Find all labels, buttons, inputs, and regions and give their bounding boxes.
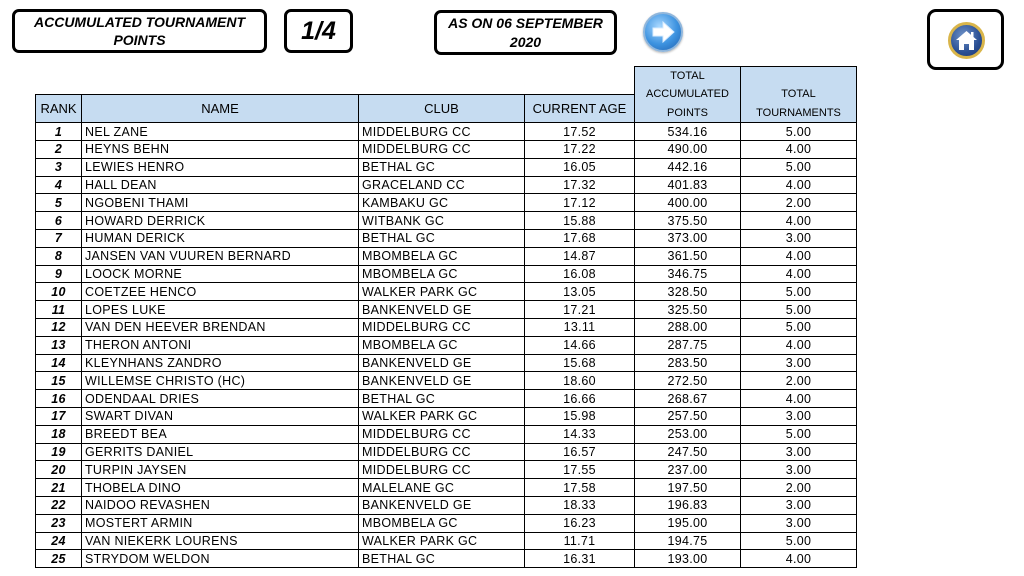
rank-cell: 19 <box>36 443 82 461</box>
points-cell: 490.00 <box>635 141 741 159</box>
rank-cell: 14 <box>36 354 82 372</box>
club-cell: WALKER PARK GC <box>359 283 525 301</box>
age-cell: 16.08 <box>525 265 635 283</box>
title-line-1: ACCUMULATED TOURNAMENT <box>33 14 246 30</box>
rank-cell: 24 <box>36 532 82 550</box>
club-cell: BANKENVELD GE <box>359 496 525 514</box>
rank-cell: 16 <box>36 390 82 408</box>
age-cell: 13.11 <box>525 318 635 336</box>
points-cell: 253.00 <box>635 425 741 443</box>
points-cell: 375.50 <box>635 212 741 230</box>
tournaments-cell: 3.00 <box>741 407 857 425</box>
header-blank <box>359 67 525 95</box>
tournaments-cell: 4.00 <box>741 176 857 194</box>
header-row-top <box>36 67 857 95</box>
page-indicator <box>284 9 353 53</box>
tournaments-cell: 4.00 <box>741 212 857 230</box>
age-cell: 14.66 <box>525 336 635 354</box>
club-cell: MBOMBELA GC <box>359 265 525 283</box>
name-cell: VAN DEN HEEVER BRENDAN <box>82 318 359 336</box>
rank-cell: 11 <box>36 301 82 319</box>
col-header-tournaments-line1: TOTAL <box>781 88 816 101</box>
club-cell: WALKER PARK GC <box>359 407 525 425</box>
age-cell: 16.31 <box>525 550 635 568</box>
club-cell: MIDDELBURG CC <box>359 443 525 461</box>
name-cell: SWART DIVAN <box>82 407 359 425</box>
rank-cell: 5 <box>36 194 82 212</box>
name-cell: GERRITS DANIEL <box>82 443 359 461</box>
name-cell: COETZEE HENCO <box>82 283 359 301</box>
points-cell: 283.50 <box>635 354 741 372</box>
table-row <box>36 212 857 230</box>
rank-cell: 20 <box>36 461 82 479</box>
age-cell: 16.05 <box>525 158 635 176</box>
table-row <box>36 550 857 568</box>
rank-cell: 3 <box>36 158 82 176</box>
tournaments-cell: 5.00 <box>741 532 857 550</box>
col-header-age: CURRENT AGE <box>525 94 635 123</box>
rank-cell: 22 <box>36 496 82 514</box>
points-cell: 287.75 <box>635 336 741 354</box>
club-cell: BETHAL GC <box>359 390 525 408</box>
header-blank <box>525 67 635 95</box>
header-blank <box>36 67 82 95</box>
rank-cell: 4 <box>36 176 82 194</box>
age-cell: 18.33 <box>525 496 635 514</box>
tournaments-cell: 3.00 <box>741 496 857 514</box>
age-cell: 15.68 <box>525 354 635 372</box>
tournaments-cell: 5.00 <box>741 301 857 319</box>
table-row <box>36 247 857 265</box>
next-page-button[interactable] <box>643 12 683 52</box>
club-cell: BANKENVELD GE <box>359 354 525 372</box>
tournaments-cell: 4.00 <box>741 141 857 159</box>
name-cell: NGOBENI THAMI <box>82 194 359 212</box>
age-cell: 11.71 <box>525 532 635 550</box>
tournaments-cell: 4.00 <box>741 390 857 408</box>
club-cell: MALELANE GC <box>359 479 525 497</box>
name-cell: LOPES LUKE <box>82 301 359 319</box>
tournaments-cell: 5.00 <box>741 425 857 443</box>
rank-cell: 25 <box>36 550 82 568</box>
name-cell: LEWIES HENRO <box>82 158 359 176</box>
name-cell: MOSTERT ARMIN <box>82 514 359 532</box>
col-header-points <box>635 67 741 123</box>
points-cell: 346.75 <box>635 265 741 283</box>
rank-cell: 21 <box>36 479 82 497</box>
col-header-points-line3: POINTS <box>667 106 708 119</box>
points-cell: 401.83 <box>635 176 741 194</box>
date-line-2: 2020 <box>509 33 542 50</box>
name-cell: THOBELA DINO <box>82 479 359 497</box>
points-cell: 237.00 <box>635 461 741 479</box>
name-cell: NEL ZANE <box>82 123 359 141</box>
header-blank <box>82 67 359 95</box>
points-cell: 325.50 <box>635 301 741 319</box>
tournaments-cell: 3.00 <box>741 514 857 532</box>
age-cell: 17.21 <box>525 301 635 319</box>
name-cell: HEYNS BEHN <box>82 141 359 159</box>
points-cell: 194.75 <box>635 532 741 550</box>
age-cell: 17.22 <box>525 141 635 159</box>
col-header-points-line2: ACCUMULATED <box>646 88 729 101</box>
name-cell: THERON ANTONI <box>82 336 359 354</box>
table-row <box>36 158 857 176</box>
points-cell: 197.50 <box>635 479 741 497</box>
date-label <box>434 10 617 55</box>
points-cell: 268.67 <box>635 390 741 408</box>
points-cell: 288.00 <box>635 318 741 336</box>
tournaments-cell: 4.00 <box>741 265 857 283</box>
date-line-1: AS ON 06 SEPTEMBER <box>448 14 603 31</box>
col-header-name: NAME <box>82 94 359 123</box>
name-cell: BREEDT BEA <box>82 425 359 443</box>
club-cell: BETHAL GC <box>359 550 525 568</box>
table-row <box>36 532 857 550</box>
table-row <box>36 390 857 408</box>
age-cell: 17.52 <box>525 123 635 141</box>
col-header-tournaments <box>741 67 857 123</box>
club-cell: MIDDELBURG CC <box>359 425 525 443</box>
tournaments-cell: 5.00 <box>741 318 857 336</box>
table-row <box>36 425 857 443</box>
rank-cell: 17 <box>36 407 82 425</box>
points-cell: 195.00 <box>635 514 741 532</box>
col-header-rank: RANK <box>36 94 82 123</box>
tournaments-cell: 4.00 <box>741 336 857 354</box>
points-cell: 373.00 <box>635 230 741 248</box>
standings-table <box>35 66 857 568</box>
club-cell: WITBANK GC <box>359 212 525 230</box>
name-cell: STRYDOM WELDON <box>82 550 359 568</box>
name-cell: TURPIN JAYSEN <box>82 461 359 479</box>
points-cell: 196.83 <box>635 496 741 514</box>
club-cell: WALKER PARK GC <box>359 532 525 550</box>
table-row <box>36 176 857 194</box>
table-row <box>36 372 857 390</box>
age-cell: 14.87 <box>525 247 635 265</box>
rank-cell: 8 <box>36 247 82 265</box>
name-cell: HOWARD DERRICK <box>82 212 359 230</box>
name-cell: LOOCK MORNE <box>82 265 359 283</box>
points-cell: 361.50 <box>635 247 741 265</box>
club-cell: BETHAL GC <box>359 230 525 248</box>
rank-cell: 10 <box>36 283 82 301</box>
tournaments-cell: 3.00 <box>741 461 857 479</box>
club-cell: MIDDELBURG CC <box>359 141 525 159</box>
table-row <box>36 479 857 497</box>
table-row <box>36 336 857 354</box>
table-row <box>36 265 857 283</box>
club-cell: MIDDELBURG CC <box>359 461 525 479</box>
rank-cell: 7 <box>36 230 82 248</box>
tournaments-cell: 4.00 <box>741 247 857 265</box>
age-cell: 17.55 <box>525 461 635 479</box>
home-badge <box>948 22 985 59</box>
tournaments-cell: 4.00 <box>741 550 857 568</box>
points-cell: 534.16 <box>635 123 741 141</box>
name-cell: HUMAN DERICK <box>82 230 359 248</box>
age-cell: 13.05 <box>525 283 635 301</box>
rank-cell: 12 <box>36 318 82 336</box>
tournaments-cell: 2.00 <box>741 372 857 390</box>
club-cell: BANKENVELD GE <box>359 301 525 319</box>
page-title <box>12 9 267 53</box>
page-indicator-text: 1/4 <box>301 16 336 45</box>
age-cell: 17.32 <box>525 176 635 194</box>
points-cell: 247.50 <box>635 443 741 461</box>
standings-body <box>36 123 857 568</box>
age-cell: 18.60 <box>525 372 635 390</box>
rank-cell: 18 <box>36 425 82 443</box>
name-cell: WILLEMSE CHRISTO (HC) <box>82 372 359 390</box>
club-cell: MBOMBELA GC <box>359 247 525 265</box>
table-row <box>36 141 857 159</box>
tournaments-cell: 5.00 <box>741 123 857 141</box>
tournaments-cell: 3.00 <box>741 354 857 372</box>
club-cell: MIDDELBURG CC <box>359 318 525 336</box>
col-header-points-line1: TOTAL <box>670 70 705 82</box>
age-cell: 17.68 <box>525 230 635 248</box>
points-cell: 272.50 <box>635 372 741 390</box>
club-cell: BANKENVELD GE <box>359 372 525 390</box>
rank-cell: 13 <box>36 336 82 354</box>
club-cell: MBOMBELA GC <box>359 514 525 532</box>
table-row <box>36 283 857 301</box>
tournaments-cell: 2.00 <box>741 479 857 497</box>
table-row <box>36 194 857 212</box>
table-row <box>36 407 857 425</box>
club-cell: MBOMBELA GC <box>359 336 525 354</box>
rank-cell: 9 <box>36 265 82 283</box>
col-header-club: CLUB <box>359 94 525 123</box>
table-row <box>36 301 857 319</box>
rank-cell: 1 <box>36 123 82 141</box>
tournaments-cell: 5.00 <box>741 158 857 176</box>
points-cell: 442.16 <box>635 158 741 176</box>
age-cell: 16.57 <box>525 443 635 461</box>
age-cell: 14.33 <box>525 425 635 443</box>
name-cell: HALL DEAN <box>82 176 359 194</box>
club-cell: GRACELAND CC <box>359 176 525 194</box>
arrow-right-icon <box>645 14 681 50</box>
rank-cell: 6 <box>36 212 82 230</box>
table-row <box>36 230 857 248</box>
name-cell: KLEYNHANS ZANDRO <box>82 354 359 372</box>
table-row <box>36 443 857 461</box>
rank-cell: 15 <box>36 372 82 390</box>
name-cell: ODENDAAL DRIES <box>82 390 359 408</box>
points-cell: 257.50 <box>635 407 741 425</box>
tournaments-cell: 5.00 <box>741 283 857 301</box>
age-cell: 15.98 <box>525 407 635 425</box>
name-cell: VAN NIEKERK LOURENS <box>82 532 359 550</box>
club-cell: MIDDELBURG CC <box>359 123 525 141</box>
tournaments-cell: 2.00 <box>741 194 857 212</box>
points-cell: 328.50 <box>635 283 741 301</box>
home-button[interactable] <box>927 9 1004 70</box>
col-header-tournaments-line2: TOURNAMENTS <box>756 106 841 119</box>
age-cell: 17.58 <box>525 479 635 497</box>
name-cell: NAIDOO REVASHEN <box>82 496 359 514</box>
title-line-2: POINTS <box>113 32 166 48</box>
rank-cell: 2 <box>36 141 82 159</box>
table-row <box>36 318 857 336</box>
age-cell: 16.66 <box>525 390 635 408</box>
name-cell: JANSEN VAN VUUREN BERNARD <box>82 247 359 265</box>
age-cell: 16.23 <box>525 514 635 532</box>
tournaments-cell: 3.00 <box>741 230 857 248</box>
table-row <box>36 461 857 479</box>
table-row <box>36 123 857 141</box>
points-cell: 193.00 <box>635 550 741 568</box>
club-cell: KAMBAKU GC <box>359 194 525 212</box>
points-cell: 400.00 <box>635 194 741 212</box>
table-row <box>36 354 857 372</box>
table-row <box>36 496 857 514</box>
age-cell: 15.88 <box>525 212 635 230</box>
rank-cell: 23 <box>36 514 82 532</box>
table-row <box>36 514 857 532</box>
club-cell: BETHAL GC <box>359 158 525 176</box>
home-icon <box>951 25 982 56</box>
tournaments-cell: 3.00 <box>741 443 857 461</box>
age-cell: 17.12 <box>525 194 635 212</box>
